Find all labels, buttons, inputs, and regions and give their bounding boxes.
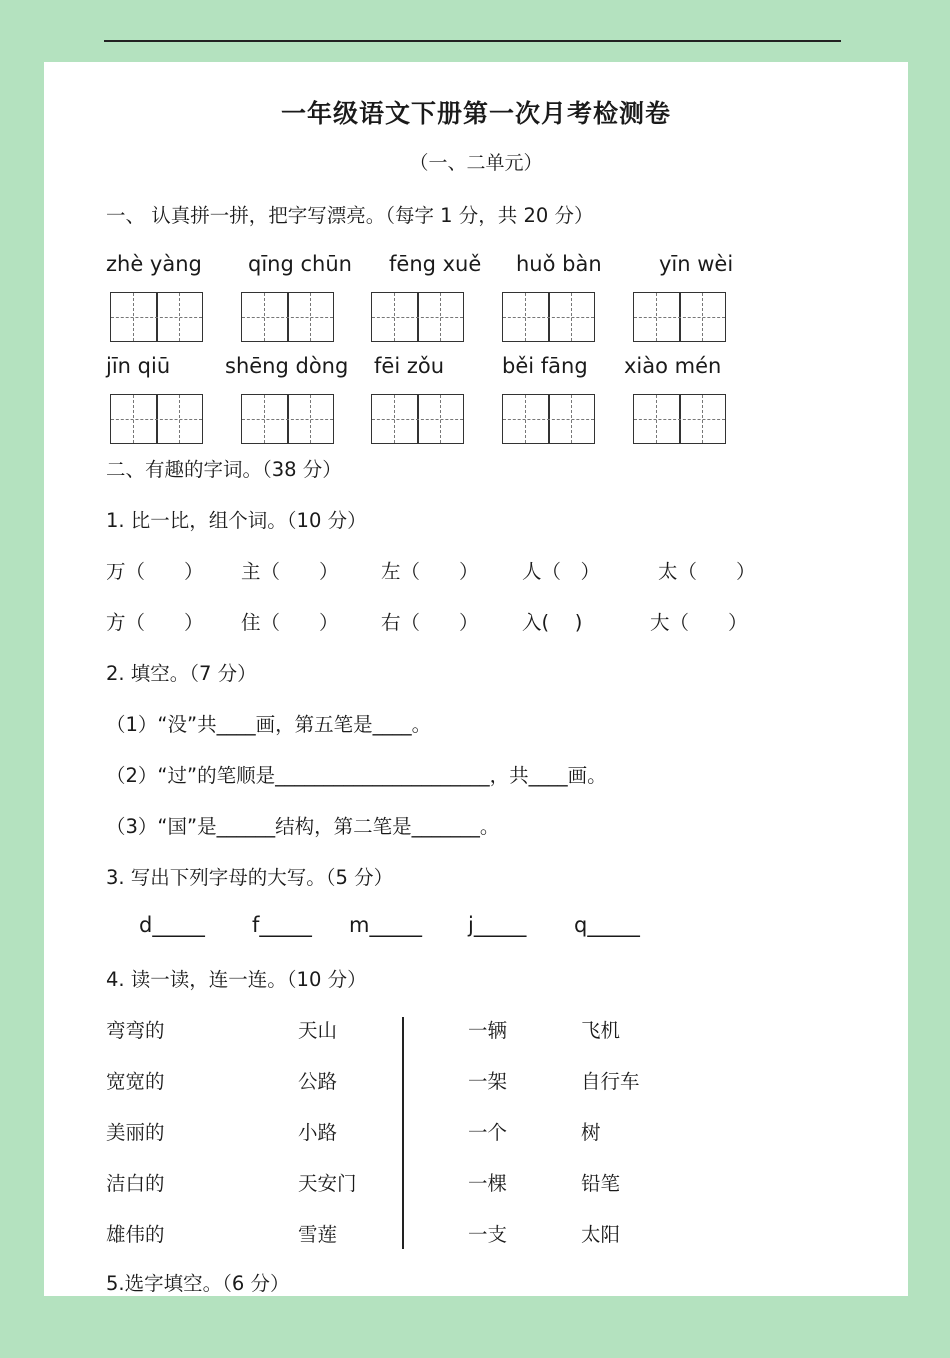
writing-grid[interactable] — [371, 394, 464, 444]
fill-blank-item: （3）“国”是______结构，第二笔是_______。 — [106, 815, 500, 838]
pinyin: fēng xuě — [389, 252, 482, 276]
writing-grid[interactable] — [110, 394, 203, 444]
q5-heading: 5.选字填空。（6 分） — [106, 1272, 290, 1295]
writing-grid[interactable] — [633, 292, 726, 342]
section1-heading: 一、 认真拼一拼，把字写漂亮。（每字 1 分，共 20 分） — [106, 204, 594, 227]
pinyin: fēi zǒu — [374, 354, 445, 378]
match-item: 小路 — [298, 1121, 338, 1144]
writing-grid[interactable] — [241, 394, 334, 444]
q3-heading: 3. 写出下列字母的大写。（5 分） — [106, 866, 394, 889]
match-item: 天安门 — [298, 1172, 357, 1195]
letter-blank: q_____ — [574, 913, 640, 937]
writing-grid[interactable] — [110, 292, 203, 342]
letter-blank: d_____ — [139, 913, 205, 937]
match-item: 美丽的 — [106, 1121, 165, 1144]
match-item: 一辆 — [468, 1019, 508, 1042]
column-divider — [402, 1017, 404, 1249]
q4-heading: 4. 读一读，连一连。（10 分） — [106, 968, 367, 991]
q2-heading: 2. 填空。（7 分） — [106, 662, 257, 685]
letter-blank: j_____ — [468, 913, 527, 937]
q1-heading: 1. 比一比，组个词。（10 分） — [106, 509, 367, 532]
letter-blank: f_____ — [252, 913, 312, 937]
fill-blank-item: （2）“过”的笔顺是______________________，共____画。 — [106, 764, 607, 787]
writing-grid[interactable] — [502, 394, 595, 444]
pinyin: xiào mén — [624, 354, 722, 378]
match-item: 天山 — [298, 1019, 338, 1042]
fill-blank-item: （1）“没”共____画，第五笔是____。 — [106, 713, 432, 736]
match-item: 洁白的 — [106, 1172, 165, 1195]
match-item: 宽宽的 — [106, 1070, 165, 1093]
match-item: 一棵 — [468, 1172, 508, 1195]
pinyin: qīng chūn — [248, 252, 352, 276]
pinyin: běi fāng — [502, 354, 588, 378]
top-rule — [104, 40, 841, 42]
match-item: 雄伟的 — [106, 1223, 165, 1246]
match-item: 飞机 — [581, 1019, 621, 1042]
writing-grid[interactable] — [241, 292, 334, 342]
pinyin: zhè yàng — [106, 252, 202, 276]
match-item: 雪莲 — [298, 1223, 338, 1246]
page-subtitle: （一、二单元） — [409, 152, 543, 174]
match-item: 铅笔 — [581, 1172, 621, 1195]
compare-word: 太（ ） — [658, 560, 756, 583]
compare-word: 右（ ） — [381, 611, 479, 634]
pinyin: huǒ bàn — [516, 252, 602, 276]
compare-word: 万（ ） — [106, 560, 204, 583]
pinyin: yīn wèi — [659, 252, 734, 276]
compare-word: 方（ ） — [106, 611, 204, 634]
page-title: 一年级语文下册第一次月考检测卷 — [280, 99, 671, 128]
match-item: 一个 — [468, 1121, 508, 1144]
writing-grid[interactable] — [633, 394, 726, 444]
compare-word: 住（ ） — [241, 611, 339, 634]
match-item: 公路 — [298, 1070, 338, 1093]
compare-word: 人（ ） — [522, 560, 601, 583]
match-item: 一架 — [468, 1070, 508, 1093]
match-item: 自行车 — [581, 1070, 640, 1093]
worksheet-page — [44, 62, 908, 1296]
compare-word: 左（ ） — [381, 560, 479, 583]
section2-heading: 二、有趣的字词。（38 分） — [106, 458, 342, 481]
compare-word: 主（ ） — [241, 560, 339, 583]
match-item: 一支 — [468, 1223, 508, 1246]
writing-grid[interactable] — [371, 292, 464, 342]
writing-grid[interactable] — [502, 292, 595, 342]
match-item: 弯弯的 — [106, 1019, 165, 1042]
pinyin: jīn qiū — [106, 354, 171, 378]
letter-blank: m_____ — [349, 913, 422, 937]
compare-word: 大（ ） — [650, 611, 748, 634]
match-item: 树 — [581, 1121, 601, 1144]
compare-word: 入( ) — [522, 611, 583, 634]
match-item: 太阳 — [581, 1223, 621, 1246]
pinyin: shēng dòng — [225, 354, 349, 378]
